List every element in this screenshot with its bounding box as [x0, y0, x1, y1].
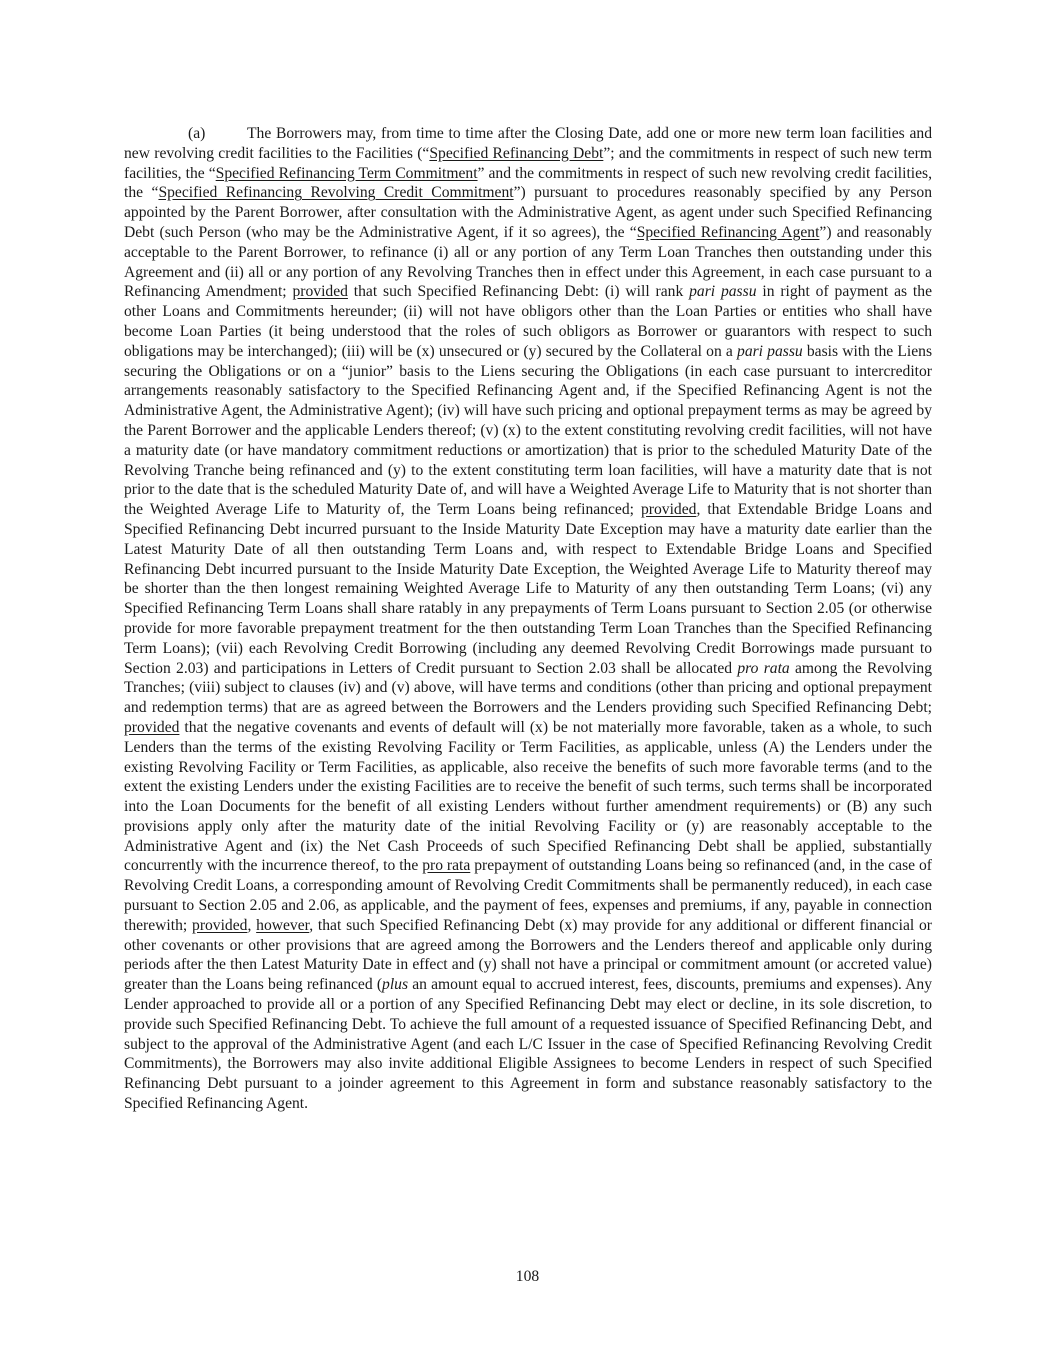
- defined-term: Specified Refinancing Debt: [429, 144, 604, 162]
- body-paragraph: [124, 124, 932, 1114]
- underlined-term: pro rata: [422, 857, 471, 875]
- defined-term: Specified Refinancing Agent: [636, 223, 820, 241]
- underlined-term: provided: [292, 283, 348, 301]
- text-segment: The Borrowers may, from time to time after the Closing Date, add one or more new term loan facilities and new revolving credit facilities to the Facilities (“: [124, 125, 932, 162]
- underlined-term: provided: [124, 718, 180, 736]
- defined-term: Specified Refinancing Term Commitment: [215, 164, 478, 182]
- page-number: 108: [515, 1268, 540, 1285]
- underlined-term: provided: [641, 501, 697, 519]
- italic-term: pari passu: [737, 342, 803, 360]
- underlined-term: provided: [192, 916, 248, 934]
- text-segment: ” and the commitments in respect of such new revolving credit facilities, the “: [124, 164, 932, 202]
- italic-term: pari passu: [689, 283, 757, 301]
- text-segment: prepayment of outstanding Loans being so refinanced (and, in the case of Revolving Credit Loans, a corresponding amount of Revolving Credit Commitments shall be permanently reduced), in each case pursuant to Section 2.05 and 2.06, as applicable, and the payment of fees, expenses and premiums, if any, payable in connection therewith;: [124, 857, 933, 934]
- text-segment: an amount equal to accrued interest, fees, discounts, premiums and expenses). Any Lender approached to provide all or a portion of any Specified Refinancing Debt may elect or decline, in its sole discretion, to provide such Specified Refinancing Debt. To achieve the full amount of a requested issuance of Specified Refinancing Debt, and subject to the approval of the Administrative Agent (and each L/C Issuer in the case of Specified Refinancing Revolving Credit Commitments), the Borrowers may also invite additional Eligible Assignees to become Lenders in respect of such Specified Refinancing Debt pursuant to a joinder agreement to this Agreement in form and substance reasonably satisfactory to the Specified Refinancing Agent.: [124, 976, 932, 1113]
- paragraph-label: (a): [188, 125, 206, 142]
- text-segment: in right of payment as the other Loans and Commitments hereunder; (ii) will not have obligors other than the Loan Parties or entities who shall have become Loan Parties (it being understood that the roles of such obligors as Borrower or guarantors with respect to such obligations may be interchanged); (iii) will be (x) unsecured or (y) secured by the Collateral on a: [124, 283, 932, 360]
- text-segment: that such Specified Refinancing Debt: (i) will rank: [347, 283, 690, 301]
- text-segment: , that such Specified Refinancing Debt (x) may provide for any additional or different financial or other covenants or other provisions that are agreed among the Borrowers and the Lenders thereof and applicable only during periods after the then Latest Maturity Date in effect and (y) shall not have a principal or commitment amount (or accreted value) greater than the Loans being refinanced (: [124, 916, 933, 994]
- text-segment: , that Extendable Bridge Loans and Specified Refinancing Debt incurred pursuant to the Inside Maturity Date Exception may have a maturity date earlier than the Latest Maturity Date of all then outstanding Term Loans and, with respect to Extendable Bridge Loans and Specified Refinancing Debt incurred pursuant to the Inside Maturity Date Exception, the Weighted Average Life to Maturity thereof may be shorter than the then longest remaining Weighted Average Life to Maturity of any then outstanding Term Loans; (vi) any Specified Refinancing Term Loans shall share ratably in any prepayments of Term Loans pursuant to Section 2.05 (or otherwise provide for more favorable prepayment treatment for the then outstanding Term Loan Tranches than the Specified Refinancing Term Loans); (vii) each Revolving Credit Borrowing (including any deemed Revolving Credit Borrowings made pursuant to Section 2.03) and participations in Letters of Credit pursuant to Section 2.03 shall be allocated: [124, 501, 932, 677]
- text-segment: that the negative covenants and events of default will (x) be not materially more favorable, taken as a whole, to such Lenders than the terms of the existing Revolving Facility or Term Facilities, as applicable, unless (A) the Lenders under the existing Revolving Facility or Term Facilities, as applicable, also receive the benefits of such more favorable terms (and to the extent the existing Lenders under the existing Facilities are to receive the benefit of such terms, such terms shall be incorporated into the Loan Documents for the benefit of all existing Lenders without further amendment requirements) or (B) any such provisions apply only after the maturity date of the initial Revolving Facility or (y) are reasonably acceptable to the Administrative Agent and (ix) the Net Cash Proceeds of such Specified Refinancing Debt shall be applied, substantially concurrently with the incurrence thereof, to the: [124, 718, 932, 875]
- text-segment: ”; and the commitments in respect of such new term facilities, the “: [124, 144, 932, 182]
- text-segment: basis with the Liens securing the Obligations or on a “junior” basis to the Liens securing the Obligations (in each case pursuant to intercreditor arrangements reasonably satisfactory to the Specified Refinancing Agent and, if the Specified Refinancing Agent is not the Administrative Agent, the Administrative Agent); (iv) will have such pricing and optional prepayment terms as may be agreed by the Parent Borrower and the applicable Lenders thereof; (v) (x) to the extent constituting revolving credit facilities, will not have a maturity date (or have mandatory commitment reductions or amortization) that is prior to the scheduled Maturity Date of the Revolving Tranche being refinanced and (y) to the extent constituting term loan facilities, will have a maturity date that is not prior to the date that is the scheduled Maturity Date of, and will have a Weighted Average Life to Maturity that is not shorter than the Weighted Average Life to Maturity of, the Term Loans being refinanced;: [124, 342, 933, 519]
- text-segment: ,: [247, 916, 257, 934]
- underlined-term: however: [256, 916, 310, 934]
- italic-term: plus: [382, 976, 409, 994]
- defined-term: Specified Refinancing Revolving Credit Commitment: [158, 184, 514, 202]
- text-segment: ”) pursuant to procedures reasonably specified by any Person appointed by the Parent Borrower, after consultation with the Administrative Agent, as agent under such Specified Refinancing Debt (such Person (who may be the Administrative Agent, if it so agrees), the “: [124, 184, 932, 241]
- italic-term: pro rata: [737, 659, 790, 677]
- text-segment: ”) and reasonably acceptable to the Parent Borrower, to refinance (i) all or any portion of any Term Loan Tranches then outstanding under this Agreement and (ii) all or any portion of any Revolving Tranches then in effect under this Agreement, in each case pursuant to a Refinancing Amendment;: [124, 223, 932, 301]
- text-segment: among the Revolving Tranches; (viii) subject to clauses (iv) and (v) above, will have terms and conditions (other than pricing and optional prepayment and redemption terms) that are as agreed between the Borrowers and the Lenders providing such Specified Refinancing Debt;: [124, 659, 932, 717]
